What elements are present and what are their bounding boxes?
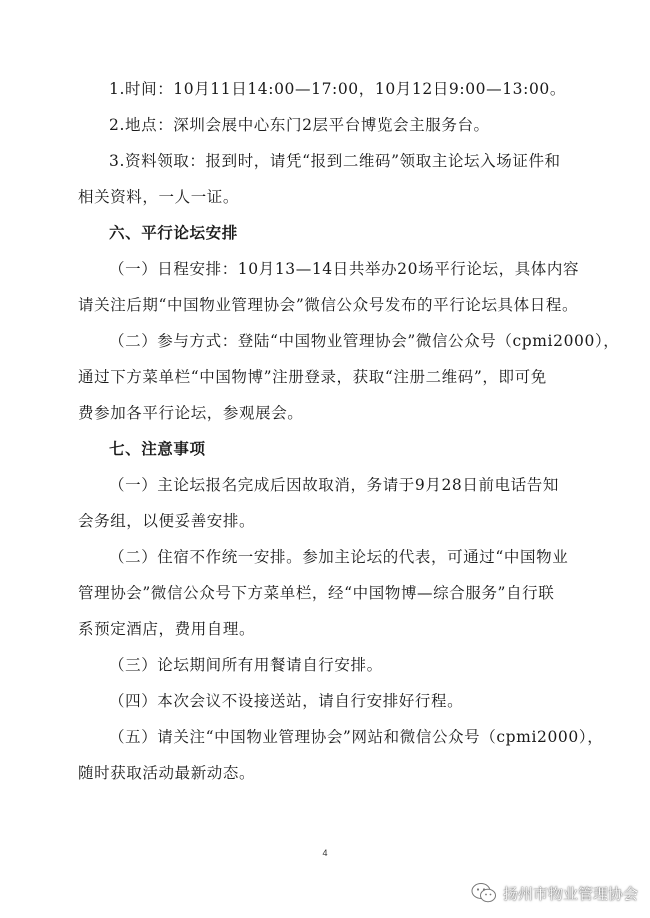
paragraph-line: （四）本次会议不设接送站，请自行安排好行程。 xyxy=(109,692,464,710)
paragraph-line: 系预定酒店，费用自理。 xyxy=(78,620,256,638)
paragraph-line: 随时获取活动最新动态。 xyxy=(78,764,256,782)
paragraph-line: 3.资料领取：报到时，请凭“报到二维码”领取主论坛入场证件和 xyxy=(109,152,561,170)
paragraph-line: （一）日程安排：10月13—14日共举办20场平行论坛，具体内容 xyxy=(109,260,580,278)
section-heading: 六、平行论坛安排 xyxy=(109,223,238,242)
section-heading: 七、注意事项 xyxy=(109,439,206,458)
paragraph-line: 会务组，以便妥善安排。 xyxy=(78,512,256,530)
paragraph-line: 2.地点：深圳会展中心东门2层平台博览会主服务台。 xyxy=(109,116,490,134)
paragraph-line: 请关注后期“中国物业管理协会”微信公众号发布的平行论坛具体日程。 xyxy=(78,296,579,314)
paragraph-line: 相关资料，一人一证。 xyxy=(78,188,240,206)
paragraph-line: 1.时间：10月11日14:00—17:00，10月12日9:00—13:00。 xyxy=(109,80,566,98)
paragraph-line: （二）住宿不作统一安排。参加主论坛的代表，可通过“中国物业 xyxy=(109,548,569,566)
paragraph-line: （五）请关注“中国物业管理协会”网站和微信公众号（cpmi2000）， xyxy=(109,728,604,746)
wechat-icon xyxy=(471,882,497,904)
paragraph-line: （一）主论坛报名完成后因故取消，务请于9月28日前电话告知 xyxy=(109,476,559,494)
page-number: 4 xyxy=(322,848,328,858)
paragraph-line: （三）论坛期间所有用餐请自行安排。 xyxy=(109,656,383,674)
source-watermark xyxy=(471,882,638,904)
paragraph-line: （二）参与方式：登陆“中国物业管理协会”微信公众号（cpmi2000）， xyxy=(109,332,620,350)
paragraph-line: 管理协会”微信公众号下方菜单栏，经“中国物博—综合服务”自行联 xyxy=(78,584,555,602)
paragraph-line: 通过下方菜单栏“中国物博”注册登录，获取“注册二维码”，即可免 xyxy=(78,368,547,386)
paragraph-line: 费参加各平行论坛，参观展会。 xyxy=(78,404,304,422)
watermark-text: 扬州市物业管理协会 xyxy=(502,884,638,903)
